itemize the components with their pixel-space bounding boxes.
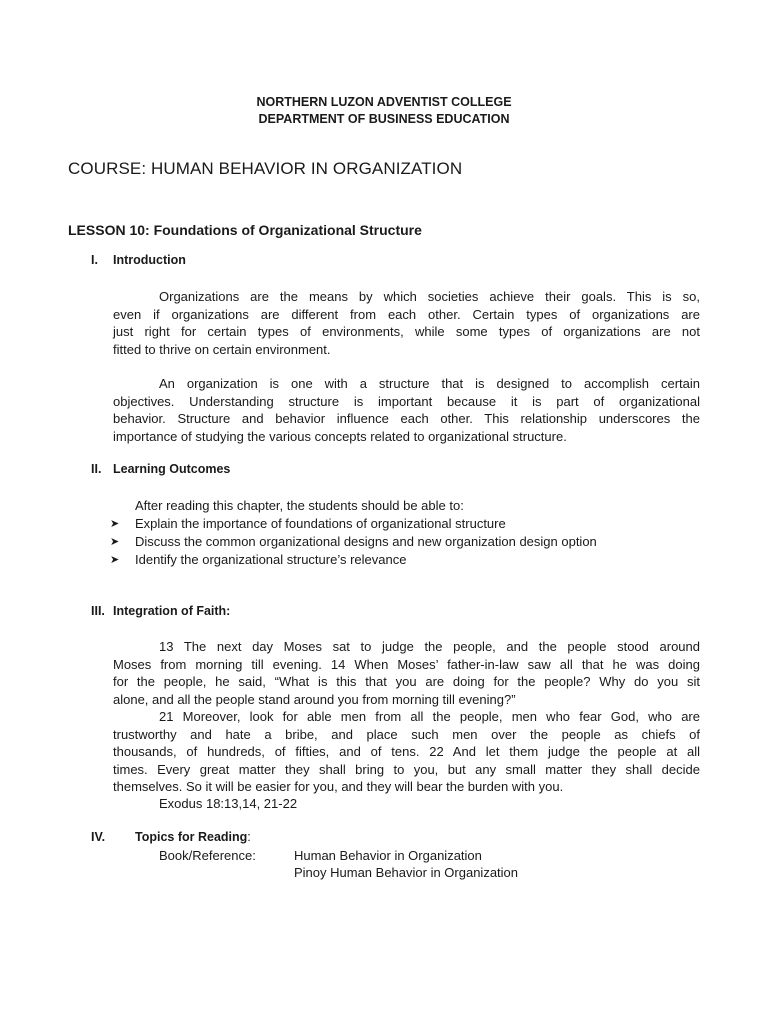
department-name: DEPARTMENT OF BUSINESS EDUCATION (258, 112, 510, 126)
introduction-paragraph-2: An organization is one with a structure that is designed to accomplish certain objectives. Understanding structure is important because it is part of organizational behavior. Structure and behavior influence each other. This relationship underscores the importance of studying the various concepts related to organizational structure. (113, 376, 700, 444)
section-number-introduction: I. (91, 253, 98, 267)
faith-paragraph-1: 13 The next day Moses sat to judge the people, and the people stood around Moses from morning till evening. 14 When Moses’ father-in-law saw all that he was doing for the people, he said, “What is this that you are doing for the people? Why do you sit alone, and all the people stand around you from morning till evening?” (113, 639, 700, 707)
section-number-learning-outcomes: II. (91, 462, 102, 476)
section-title-topics: Topics for Reading: (135, 830, 251, 844)
list-item: ➤ Identify the organizational structure’s relevance (110, 552, 407, 567)
arrow-bullet-icon: ➤ (110, 518, 120, 530)
section-number-faith: III. (91, 604, 105, 618)
course-title: COURSE: HUMAN BEHAVIOR IN ORGANIZATION (68, 159, 463, 178)
section-title-learning-outcomes: Learning Outcomes (113, 462, 231, 476)
college-name: NORTHERN LUZON ADVENTIST COLLEGE (256, 95, 512, 109)
section-number-topics: IV. (91, 830, 106, 844)
reference-label: Book/Reference: (159, 848, 256, 863)
faith-citation: Exodus 18:13,14, 21-22 (159, 796, 298, 811)
faith-paragraph-2: 21 Moreover, look for able men from all the people, men who fear God, who are trustworthy and hate a bribe, and place such men over the people as chiefs of thousands, of hundreds, of fifties, and of tens. 22 And let them judge the people at all times. Every great matter they shall bring to you, but any small matter they shall decide themselves. So it will be easier for you, and they will bear the burden with you. (113, 709, 700, 794)
learning-outcomes-list (110, 515, 597, 569)
reference-item-1: Human Behavior in Organization (294, 848, 482, 863)
list-item: ➤ Explain the importance of foundations of organizational structure (110, 516, 506, 531)
arrow-bullet-icon: ➤ (110, 536, 120, 548)
section-title-introduction: Introduction (113, 253, 186, 267)
arrow-bullet-icon: ➤ (110, 554, 120, 566)
introduction-paragraph-1: Organizations are the means by which societies achieve their goals. This is so, even if organizations are different from each other. Certain types of organizations are just right for certain types of environments, while some types of organizations are not fitted to thrive on certain environment. (113, 289, 700, 357)
lesson-title: LESSON 10: Foundations of Organizational Structure (68, 222, 422, 238)
learning-outcomes-lead: After reading this chapter, the students should be able to: (135, 498, 464, 513)
section-title-faith: Integration of Faith: (113, 604, 231, 618)
list-item: ➤ Discuss the common organizational designs and new organization design option (110, 534, 597, 549)
reference-item-2: Pinoy Human Behavior in Organization (294, 865, 519, 880)
